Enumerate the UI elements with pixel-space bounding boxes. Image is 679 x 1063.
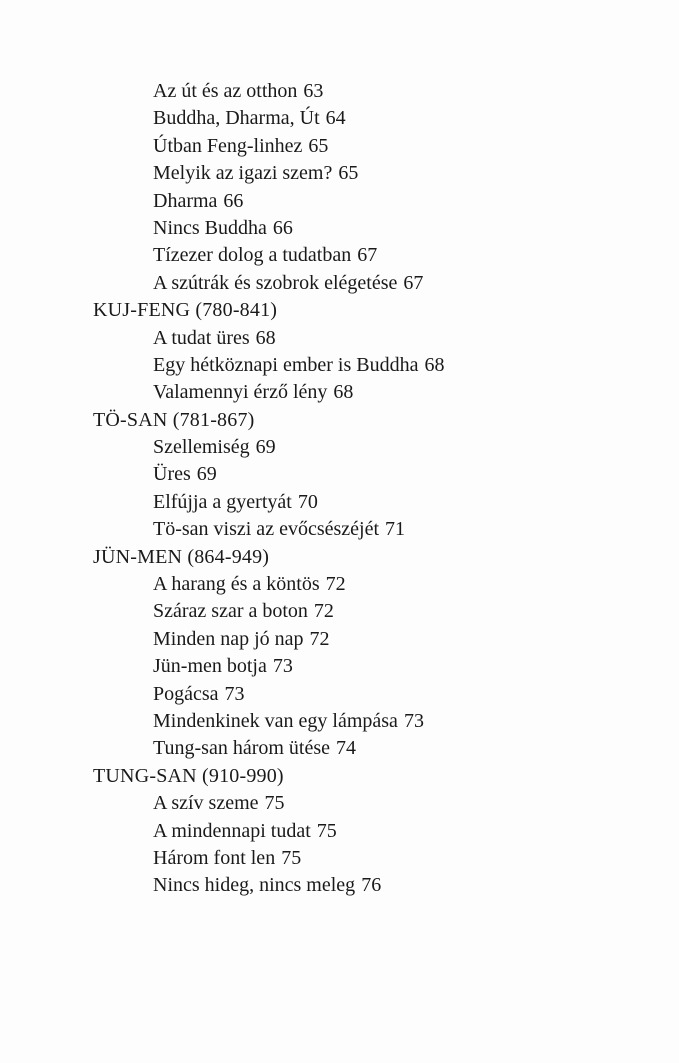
toc-entry <box>0 818 679 845</box>
toc-entry <box>0 242 679 269</box>
toc-entry-title: Nincs Buddha <box>153 216 267 239</box>
toc-entry-title: Melyik az igazi szem? <box>153 162 333 185</box>
toc-page-number: 64 <box>325 107 346 130</box>
toc-page-number: 65 <box>308 134 329 157</box>
toc-entry-title: Tö-san viszi az evőcsészéjét <box>153 518 380 541</box>
toc-page-number: 72 <box>313 600 334 623</box>
toc-entry-title: Szellemiség <box>153 436 250 459</box>
toc-page-number: 66 <box>272 216 293 239</box>
toc-entry <box>0 215 679 242</box>
toc-entry <box>0 461 679 488</box>
toc-page-number: 67 <box>357 244 378 267</box>
toc-page-number: 69 <box>255 436 276 459</box>
toc-entry-title: Valamennyi érző lény <box>153 381 328 404</box>
toc-entry <box>0 626 679 653</box>
toc-entry <box>0 571 679 598</box>
toc-page-number: 68 <box>333 381 354 404</box>
toc-entry <box>0 872 679 899</box>
toc-page-number: 72 <box>325 573 346 596</box>
toc-entry <box>0 270 679 297</box>
section-title: TÖ-SAN (781-867) <box>93 408 255 431</box>
toc-page-number: 76 <box>361 874 382 897</box>
toc-entry-title: Útban Feng-linhez <box>153 134 303 157</box>
toc-entry <box>0 352 679 379</box>
section-title: KUJ-FENG (780-841) <box>93 299 278 322</box>
toc-section-heading <box>0 297 679 324</box>
toc-entry-title: A tudat üres <box>153 326 250 349</box>
toc-entry <box>0 434 679 461</box>
toc-section-heading <box>0 407 679 434</box>
section-title: JÜN-MEN (864-949) <box>93 545 270 568</box>
toc-entry <box>0 489 679 516</box>
toc-entry-title: Minden nap jó nap <box>153 627 304 650</box>
toc-entry-title: Mindenkinek van egy lámpása <box>153 709 398 732</box>
toc-page-number: 63 <box>303 80 324 102</box>
toc-entry <box>0 188 679 215</box>
toc-entry <box>0 325 679 352</box>
toc-page-number: 70 <box>297 490 318 513</box>
toc-entry-title: A szútrák és szobrok elégetése <box>153 271 398 294</box>
toc-page-number: 72 <box>309 627 330 650</box>
toc-page-number: 75 <box>264 792 285 815</box>
toc-page-number: 68 <box>255 326 276 349</box>
toc-entry <box>0 598 679 625</box>
toc-entry <box>0 708 679 735</box>
toc-section-heading <box>0 763 679 790</box>
toc-page-number: 67 <box>403 271 424 294</box>
table-of-contents <box>0 78 679 900</box>
toc-section-heading <box>0 544 679 571</box>
section-title: TUNG-SAN (910-990) <box>93 764 284 787</box>
toc-entry <box>0 160 679 187</box>
toc-page-number: 68 <box>424 353 445 376</box>
toc-entry <box>0 790 679 817</box>
toc-page-number: 73 <box>403 709 424 732</box>
toc-page-number: 66 <box>223 189 244 212</box>
toc-entry-title: Pogácsa <box>153 682 219 705</box>
toc-page-number: 71 <box>385 518 406 541</box>
toc-entry-title: Az út és az otthon <box>153 80 298 102</box>
toc-entry-title: Tízezer dolog a tudatban <box>153 244 352 267</box>
toc-entry <box>0 78 679 105</box>
toc-page-number: 73 <box>224 682 245 705</box>
toc-entry-title: Buddha, Dharma, Út <box>153 107 320 130</box>
toc-page-number: 65 <box>338 162 359 185</box>
toc-entry <box>0 681 679 708</box>
toc-entry <box>0 133 679 160</box>
toc-entry-title: A szív szeme <box>153 792 259 815</box>
toc-entry-title: A harang és a köntös <box>153 573 320 596</box>
toc-page-number: 74 <box>336 737 357 760</box>
toc-page-number: 73 <box>272 655 293 678</box>
toc-entry-title: Száraz szar a boton <box>153 600 308 623</box>
toc-entry-title: Üres <box>153 463 191 486</box>
toc-entry-title: Jün-men botja <box>153 655 267 678</box>
toc-entry <box>0 653 679 680</box>
toc-entry <box>0 735 679 762</box>
toc-entry-title: Nincs hideg, nincs meleg <box>153 874 356 897</box>
toc-page-number: 69 <box>196 463 217 486</box>
toc-page-number: 75 <box>281 846 302 869</box>
toc-entry <box>0 379 679 406</box>
toc-entry <box>0 105 679 132</box>
toc-page-number: 75 <box>316 819 337 842</box>
toc-entry-title: Tung-san három ütése <box>153 737 331 760</box>
toc-entry-title: Egy hétköznapi ember is Buddha <box>153 353 419 376</box>
toc-entry-title: Dharma <box>153 189 218 212</box>
toc-entry <box>0 516 679 543</box>
toc-entry-title: Három font len <box>153 846 276 869</box>
toc-entry-title: A mindennapi tudat <box>153 819 311 842</box>
toc-entry <box>0 845 679 872</box>
toc-entry-title: Elfújja a gyertyát <box>153 490 292 513</box>
